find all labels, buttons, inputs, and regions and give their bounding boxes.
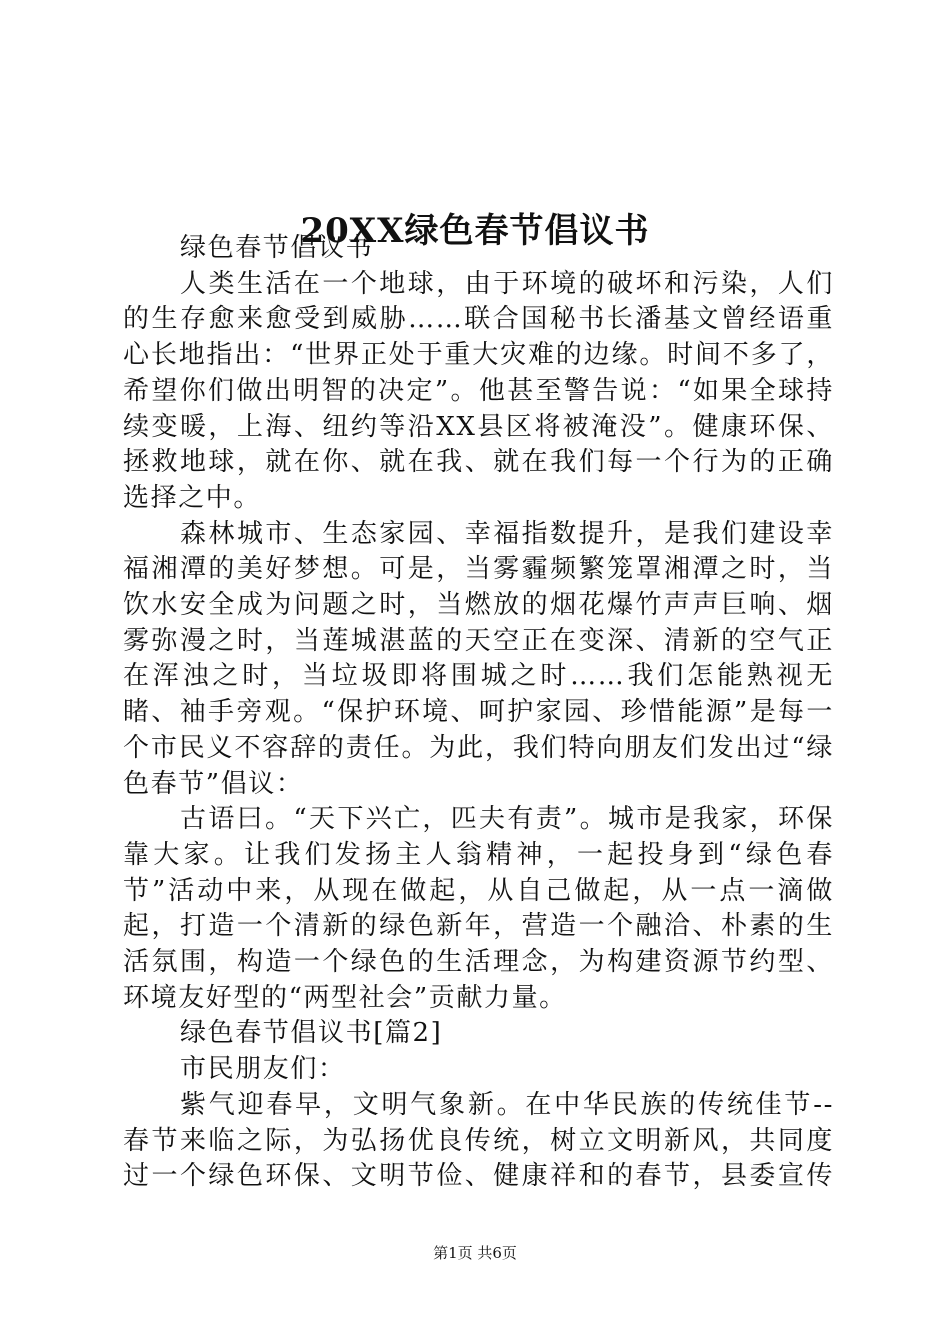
paragraph-section-heading: 绿色春节倡议书[篇2]	[180, 1018, 443, 1049]
paragraph-subtitle: 绿色春节倡议书	[180, 233, 374, 263]
paragraph: 森林城市、生态家园、幸福指数提升，是我们建设幸福湘潭的美好梦想。可是，当雾霾频繁笼罩湘潭之时，当饮水安全成为问题之时，当燃放的烟花爆竹声声巨响、烟雾弥漫之时，当莲城湛蓝的天空正在变深、清新的空气正在浑浊之时，当垃圾即将围城之时……我们怎能熟视无睹、袖手旁观。“保护环境、呵护家园、珍惜能源”是每一个市民义不容辞的责任。为此，我们特向朋友们发出过“绿色春节”倡议：	[123, 518, 834, 799]
document-title: 20XX绿色春节倡议书	[300, 210, 650, 251]
paragraph-salutation: 市民朋友们：	[180, 1054, 346, 1085]
document-body	[123, 231, 834, 1191]
paragraph: 古语曰。“天下兴亡，匹夫有责”。城市是我家，环保靠大家。让我们发扬主人翁精神，一起投身到“绿色春节”活动中来，从现在做起，从自己做起，从一点一滴做起，打造一个清新的绿色新年，营造一个融洽、朴素的生活氛围，构造一个绿色的生活理念，为构建资源节约型、环境友好型的“两型社会”贡献力量。	[123, 804, 834, 1013]
paragraph: 紫气迎春早，文明气象新。在中华民族的传统佳节--春节来临之际，为弘扬优良传统，树立文明新风，共同度过一个绿色环保、文明节俭、健康祥和的春节，县委宣传	[123, 1089, 834, 1191]
paragraph: 人类生活在一个地球，由于环境的破坏和污染，人们的生存愈来愈受到威胁……联合国秘书长潘基文曾经语重心长地指出：“世界正处于重大灾难的边缘。时间不多了，希望你们做出明智的决定”。他甚至警告说：“如果全球持续变暖，上海、纽约等沿XX县区将被淹没”。健康环保、拯救地球，就在你、就在我、就在我们每一个行为的正确选择之中。	[123, 268, 834, 513]
page-number-footer: 第1页 共6页	[433, 1244, 517, 1262]
